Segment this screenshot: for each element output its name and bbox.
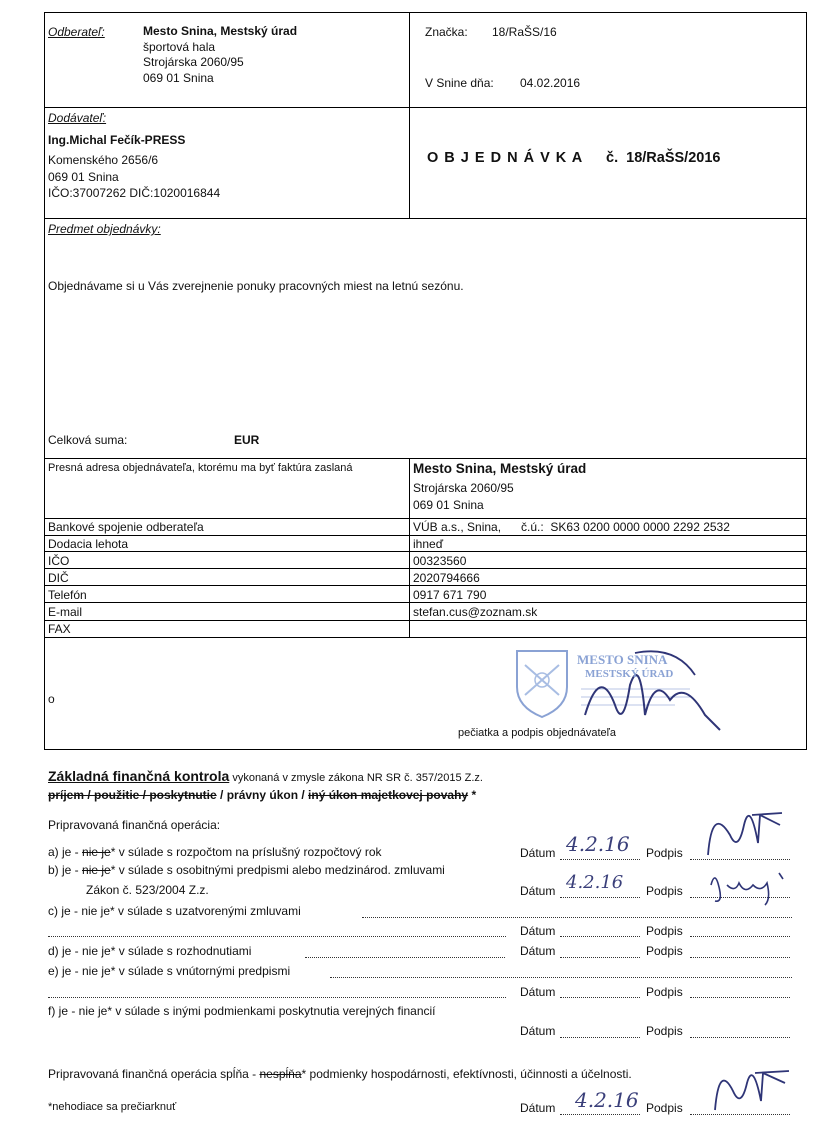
stamp-caption: pečiatka a podpis objednávateľa [458, 727, 616, 739]
table-border-bottom [44, 749, 807, 750]
detail-label-email: E-mail [48, 605, 83, 619]
detail-label-bank: Bankové spojenie odberateľa [48, 520, 204, 534]
dodavatel-city: 069 01 Snina [48, 170, 119, 184]
seal-text-line1: MESTO SNINA [577, 652, 668, 667]
vertical-divider-top [409, 12, 410, 219]
detail-label-ico: IČO [48, 554, 70, 568]
detail-value-ico: 00323560 [413, 554, 467, 568]
row-e-fill-line-2 [48, 997, 506, 998]
divider-billing [44, 518, 807, 519]
signature-icon [700, 795, 790, 865]
signature-icon [705, 865, 795, 910]
row-a-text [48, 845, 382, 859]
final-pre: Pripravovaná finančná operácia spĺňa - [48, 1067, 260, 1081]
table-border-left [44, 12, 45, 750]
row-e-datum-line [560, 997, 640, 998]
operation-label: Pripravovaná finančná operácia: [48, 818, 221, 832]
order-number: č. 18/RaŠS/2016 [606, 150, 721, 166]
vertical-divider-details [409, 458, 410, 638]
row-e-datum-label: Dátum [520, 985, 556, 999]
row-a-post: * v súlade s rozpočtom na príslušný rozpočtový rok [110, 845, 382, 859]
row-d-datum-label: Dátum [520, 944, 556, 958]
row-f-datum-label: Dátum [520, 1024, 556, 1038]
row-b-post: * v súlade s osobitnými predpismi alebo medzinárod. zmluvami [110, 863, 445, 877]
odberatel-label: Odberateľ: [48, 25, 105, 39]
seal-text-line2: MESTSKÝ ÚRAD [585, 668, 674, 680]
row-a-podpis-label: Podpis [646, 846, 683, 860]
divider-header [44, 107, 807, 108]
footnote: *nehodiace sa prečiarknuť [48, 1101, 177, 1113]
scope-mid: / právny úkon / [216, 788, 309, 802]
sum-label: Celková suma: [48, 433, 128, 447]
detail-label-phone: Telefón [48, 588, 87, 602]
row-a-strike: nie je [82, 845, 111, 859]
row-divider [44, 551, 807, 552]
row-a-date-handwritten: 4.2.16 [566, 832, 630, 856]
detail-value-delivery: ihneď [413, 537, 444, 551]
row-divider [44, 568, 807, 569]
scope-strike-2: iný úkon majetkovej povahy [308, 788, 469, 802]
dodavatel-ids: IČO:37007262 DIČ:1020016844 [48, 185, 221, 200]
row-d-podpis-label: Podpis [646, 944, 683, 958]
row-b-pre: b) je - [48, 863, 83, 877]
datum-value: 04.02.2016 [520, 76, 581, 90]
detail-value-email[interactable]: stefan.cus@zoznam.sk [413, 605, 538, 619]
final-datum-line [560, 1114, 640, 1115]
row-f-podpis-label: Podpis [646, 1024, 683, 1038]
odberatel-line: 069 01 Snina [143, 70, 214, 85]
row-b-text [48, 863, 445, 877]
znacka-value: 18/RaŠS/16 [492, 25, 557, 39]
row-b-date-handwritten: 4.2.16 [566, 872, 624, 893]
row-d-datum-line [560, 957, 640, 958]
row-c-fill-line [362, 917, 792, 918]
row-c-datum-label: Dátum [520, 924, 556, 938]
row-divider [44, 637, 807, 638]
row-divider [44, 602, 807, 603]
row-e-fill-line [330, 977, 792, 978]
final-podpis-label: Podpis [646, 1101, 683, 1115]
billing-name: Mesto Snina, Mestský úrad [413, 461, 587, 476]
odberatel-line: Strojárska 2060/95 [143, 55, 244, 69]
row-b-datum-label: Dátum [520, 884, 556, 898]
final-statement [48, 1067, 632, 1081]
row-e-podpis-label: Podpis [646, 985, 683, 999]
row-b-strike: nie je [82, 863, 111, 877]
row-e-text: e) je - nie je* v súlade s vnútornými predpismi [48, 964, 291, 978]
row-b-datum-line [560, 897, 640, 898]
scope-star: * [468, 788, 477, 802]
dodavatel-label: Dodávateľ: [48, 111, 107, 125]
divider-dodavatel [44, 218, 807, 219]
row-c-podpis-label: Podpis [646, 924, 683, 938]
final-datum-label: Dátum [520, 1101, 556, 1115]
detail-label-fax: FAX [48, 622, 71, 636]
row-f-datum-line [560, 1037, 640, 1038]
detail-value-bank: VÚB a.s., Snina, č.ú.: SK63 0200 0000 0000 2292 2532 [413, 520, 730, 534]
odberatel-name: Mesto Snina, Mestský úrad [143, 24, 298, 38]
final-post: * podmienky hospodárnosti, efektívnosti, účinnosti a účelnosti. [301, 1067, 632, 1081]
final-date-handwritten: 4.2.16 [575, 1088, 639, 1112]
row-divider [44, 535, 807, 536]
row-f-podpis-line [690, 1037, 790, 1038]
divider-predmet [44, 458, 807, 459]
row-divider [44, 585, 807, 586]
row-a-datum-label: Dátum [520, 846, 556, 860]
znacka-label: Značka: [425, 25, 468, 39]
row-d-text: d) je - nie je* v súlade s rozhodnutiami [48, 944, 252, 958]
order-title: O B J E D N Á V K A [427, 150, 584, 166]
control-heading [48, 768, 483, 786]
control-subtitle: vykonaná v zmysle zákona NR SR č. 357/2015 Z.z. [229, 772, 483, 784]
final-podpis-line [690, 1114, 790, 1115]
row-c-fill-line-2 [48, 936, 506, 937]
predmet-text: Objednávame si u Vás zverejnenie ponuky pracovných miest na letnú sezónu. [48, 279, 464, 293]
sum-currency: EUR [234, 433, 260, 447]
predmet-label: Predmet objednávky: [48, 222, 161, 236]
scope-strike-1: príjem / použitie / poskytnutie [48, 788, 217, 802]
row-a-datum-line [560, 859, 640, 860]
row-a-pre: a) je - [48, 845, 83, 859]
detail-label-dic: DIČ [48, 571, 69, 585]
row-d-podpis-line [690, 957, 790, 958]
dodavatel-name: Ing.Michal Fečík-PRESS [48, 133, 186, 147]
row-c-datum-line [560, 936, 640, 937]
control-scope [48, 788, 476, 802]
row-f-text: f) je - nie je* v súlade s inými podmienkami poskytnutia verejných financií [48, 1004, 436, 1018]
dodavatel-address [48, 133, 220, 201]
row-c-podpis-line [690, 936, 790, 937]
row-b-podpis-label: Podpis [646, 884, 683, 898]
table-border-right [806, 12, 807, 750]
row-b-law: Zákon č. 523/2004 Z.z. [86, 883, 209, 897]
billing-city: 069 01 Snina [413, 498, 484, 512]
billing-street: Strojárska 2060/95 [413, 481, 514, 495]
detail-value-dic: 2020794666 [413, 571, 480, 585]
datum-label: V Snine dňa: [425, 76, 494, 90]
row-e-podpis-line [690, 997, 790, 998]
billing-label: Presná adresa objednávateľa, ktorému ma byť faktúra zaslaná [48, 462, 353, 474]
detail-label-delivery: Dodacia lehota [48, 537, 129, 551]
row-divider [44, 620, 807, 621]
stamp-left-mark: o [48, 692, 55, 706]
signature-icon [705, 1055, 795, 1120]
row-d-fill-line [305, 957, 505, 958]
control-title: Základná finančná kontrola [48, 768, 230, 784]
odberatel-line: športová hala [143, 39, 216, 54]
dodavatel-street: Komenského 2656/6 [48, 152, 159, 167]
odberatel-address [143, 24, 297, 86]
table-border-top [44, 12, 807, 13]
final-strike: nespĺňa [259, 1067, 302, 1081]
detail-value-phone: 0917 671 790 [413, 588, 487, 602]
row-c-text: c) je - nie je* v súlade s uzatvorenými zmluvami [48, 904, 301, 918]
